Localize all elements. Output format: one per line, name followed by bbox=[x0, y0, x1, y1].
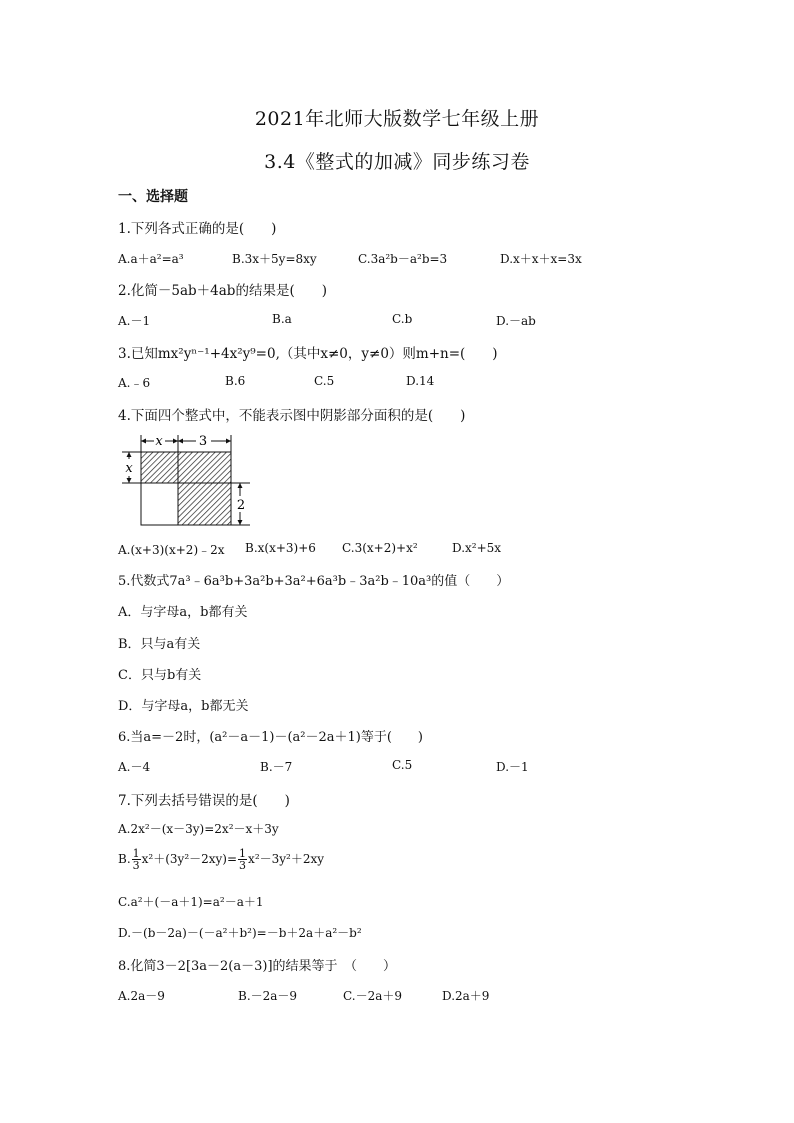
question-2-option-a: A.－1 bbox=[118, 314, 151, 328]
figure-label-top-3: 3 bbox=[198, 434, 208, 449]
worksheet-title-line2: 3.4《整式的加减》同步练习卷 bbox=[264, 151, 530, 173]
question-8-option-a: A.2a－9 bbox=[118, 989, 165, 1003]
question-7-stem: 7.下列去括号错误的是( ) bbox=[118, 793, 290, 809]
question-3-stem: 3.已知mx²yⁿ⁻¹+4x²y⁹=0,（其中x≠0，y≠0）则m+n=( ) bbox=[118, 346, 498, 362]
question-3-option-d: D.14 bbox=[406, 374, 435, 388]
question-6-option-d: D.－1 bbox=[496, 760, 529, 774]
question-6-option-b: B.－7 bbox=[260, 760, 293, 774]
question-2-option-b: B.a bbox=[272, 312, 292, 326]
figure-label-top-x: x bbox=[155, 434, 163, 449]
question-4-stem: 4.下面四个整式中，不能表示图中阴影部分面积的是( ) bbox=[118, 408, 466, 424]
question-5-option-a: A．与字母a，b都有关 bbox=[118, 605, 248, 620]
figure-label-left-x: x bbox=[125, 461, 133, 476]
question-7-option-c: C.a²＋(－a＋1)=a²－a＋1 bbox=[118, 895, 264, 909]
question-4-option-d: D.x²+5x bbox=[452, 541, 502, 555]
question-5-option-d: D．与字母a，b都无关 bbox=[118, 699, 249, 714]
question-4-option-c: C.3(x+2)+x² bbox=[342, 541, 418, 555]
question-4-option-a: A.(x+3)(x+2)﹣2x bbox=[118, 543, 225, 557]
worksheet-title-line1: 2021年北师大版数学七年级上册 bbox=[254, 108, 540, 130]
question-2-stem: 2.化简－5ab＋4ab的结果是( ) bbox=[118, 283, 327, 299]
question-3-option-a: A.﹣6 bbox=[118, 376, 151, 390]
fraction-one-third-2: $\frac{1}{3}$ bbox=[239, 847, 247, 872]
question-8-stem: 8.化简3－2[3a－2(a－3)]的结果等于 （ ） bbox=[118, 959, 397, 974]
question-3-option-c: C.5 bbox=[314, 374, 335, 388]
question-5-option-b: B．只与a有关 bbox=[118, 637, 201, 652]
question-8-option-d: D.2a＋9 bbox=[442, 989, 490, 1003]
question-4-figure bbox=[118, 430, 258, 530]
question-2-option-d: D.－ab bbox=[496, 314, 536, 328]
question-3-option-b: B.6 bbox=[225, 374, 246, 388]
question-7-option-b: B. $\frac{1}{3}$ x²＋(3y²－2xy)= $\frac{1}{3}$ x²－3y²＋2xy bbox=[118, 847, 325, 872]
question-1-stem: 1.下列各式正确的是( ) bbox=[118, 221, 277, 237]
question-1-option-c: C.3a²b－a²b=3 bbox=[358, 252, 448, 266]
question-7-option-d: D.－(b－2a)－(－a²＋b²)=－b＋2a＋a²－b² bbox=[118, 926, 362, 940]
question-1-option-a: A.a＋a²=a³ bbox=[118, 252, 184, 266]
figure-label-right-2: 2 bbox=[236, 498, 246, 513]
question-7-option-a: A.2x²－(x－3y)=2x²－x＋3y bbox=[118, 822, 279, 836]
question-6-option-c: C.5 bbox=[392, 758, 413, 772]
question-2-option-c: C.b bbox=[392, 312, 413, 326]
question-8-option-c: C.－2a＋9 bbox=[343, 989, 402, 1003]
fraction-one-third: $\frac{1}{3}$ bbox=[132, 847, 140, 872]
question-6-option-a: A.－4 bbox=[118, 760, 151, 774]
question-1-option-d: D.x＋x＋x=3x bbox=[500, 252, 582, 266]
question-4-option-b: B.x(x+3)+6 bbox=[245, 541, 316, 555]
question-1-option-b: B.3x＋5y=8xy bbox=[232, 252, 317, 266]
question-6-stem: 6.当a=－2时，(a²－a－1)－(a²－2a＋1)等于( ) bbox=[118, 730, 423, 745]
question-8-option-b: B.－2a－9 bbox=[238, 989, 298, 1003]
section-heading: 一、选择题 bbox=[118, 189, 188, 205]
question-5-stem: 5.代数式7a³﹣6a³b+3a²b+3a²+6a³b﹣3a²b﹣10a³的值（ ） bbox=[118, 574, 510, 589]
question-5-option-c: C．只与b有关 bbox=[118, 668, 202, 683]
